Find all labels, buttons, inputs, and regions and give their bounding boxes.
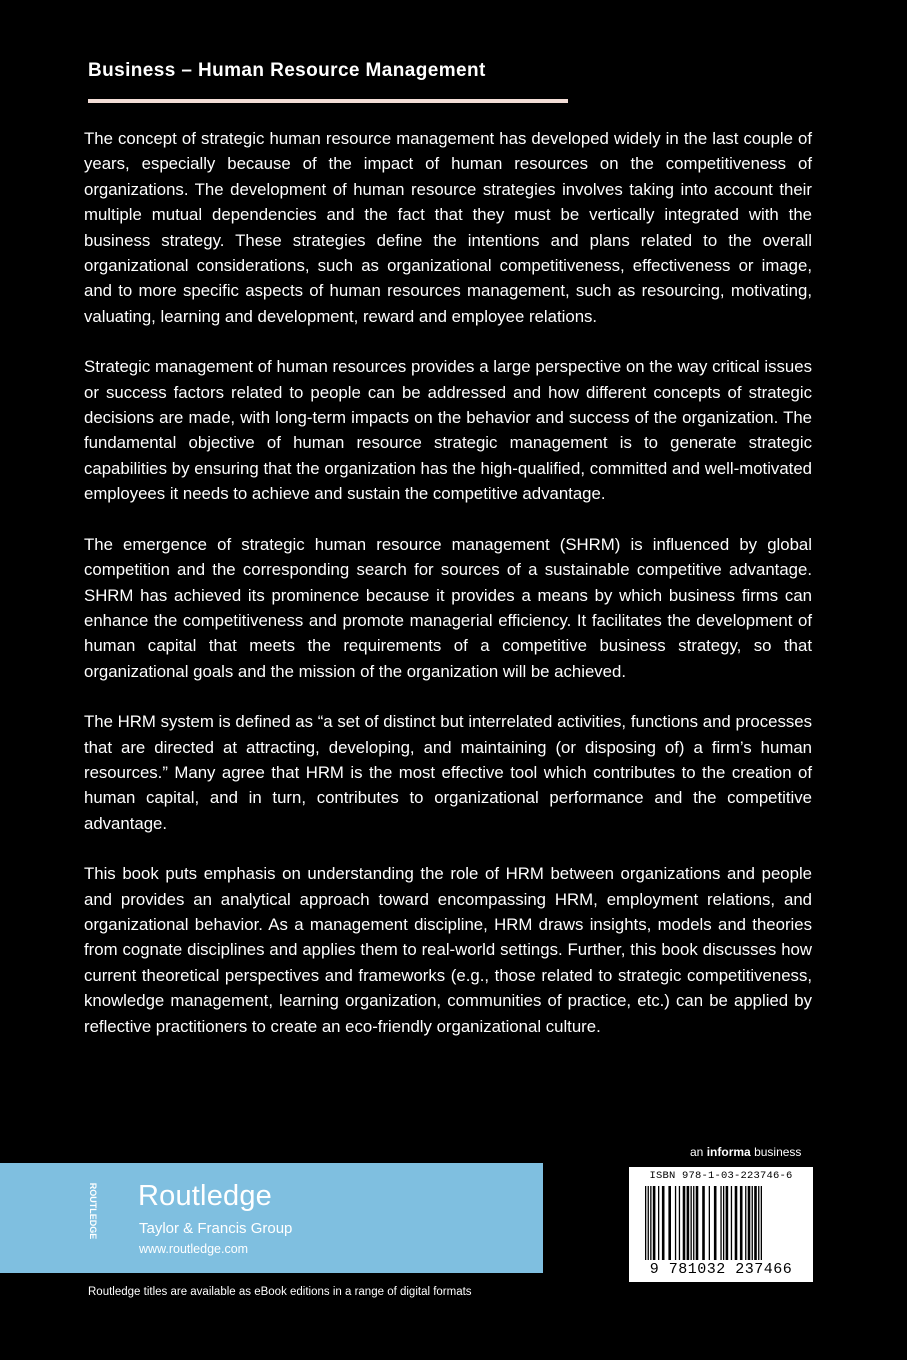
blurb-paragraph: The concept of strategic human resource management has developed widely in the last couple of years, especially because of the impact of human resources on the competitiveness of organizations. The development of human resource strategies involves taking into account their multiple mutual dependencies and the fact that they must be vertically integrated with the business strategy. These strategies define the intentions and plans related to the overall organizational considerations, such as organizational competitiveness, effectiveness or image, and to more specific aspects of human resources management, such as resourcing, motivating, valuating, learning and development, reward and employee relations. [84, 129, 812, 326]
blurb-paragraph: This book puts emphasis on understanding the role of HRM between organizations and people and provides an analytical approach toward encompassing HRM, employment relations, and organizational behavior. As a management discipline, HRM draws insights, models and theories from cognate disciplines and applies them to real-world settings. Further, this book discusses how current theoretical perspectives and frameworks (e.g., those related to strategic competitiveness, knowledge management, learning organization, communities of practice, etc.) can be applied by reflective practitioners to create an eco-friendly organizational culture. [84, 864, 812, 1036]
barcode-bar [693, 1186, 694, 1260]
barcode-bar [648, 1186, 649, 1260]
barcode-bar [740, 1186, 743, 1260]
blurb-paragraph: Strategic management of human resources provides a large perspective on the way critical issues or success factors related to people can be addressed and how different concepts of strategic decisions are made, with long-term impacts on the behavior and success of the organization. The fundamental objective of human resource strategic management is to generate strategic capabilities by ensuring that the organization has the high-qualified, committed and well-motivated employees it needs to achieve and sustain the competitive advantage. [84, 357, 812, 504]
publisher-group: Taylor & Francis Group [139, 1220, 293, 1237]
publisher-url: www.routledge.com [139, 1242, 249, 1256]
barcode-bar [754, 1186, 757, 1260]
barcode-bar [668, 1186, 671, 1260]
routledge-logo-text: ROUTLEDGE [88, 1182, 98, 1240]
blurb-paragraph: The HRM system is defined as “a set of distinct but interrelated activities, functions and processes that are directed at attracting, developing, and maintaining (or disposing of) a firm’s human resources.” Many agree that HRM is the most effective tool which contributes to the creation of human capital, and in turn, contributes to organizational performance and the competitive advantage. [84, 712, 812, 833]
barcode-bar [745, 1186, 746, 1260]
barcode-bar [758, 1186, 759, 1260]
informa-prefix: an [690, 1145, 704, 1159]
barcode-bar [702, 1186, 705, 1260]
informa-brand: informa [706, 1145, 751, 1159]
barcode-bar [709, 1186, 710, 1260]
barcode-bar [735, 1186, 738, 1260]
barcode-bar [662, 1186, 665, 1260]
barcode-bar [720, 1186, 721, 1260]
barcode-bar [691, 1186, 692, 1260]
barcode-bar [748, 1186, 751, 1260]
barcode-bar [683, 1186, 686, 1260]
routledge-logo-icon [78, 1176, 102, 1246]
barcode-bar [653, 1186, 656, 1260]
barcode-bar [687, 1186, 690, 1260]
informa-suffix: business [754, 1145, 802, 1159]
barcode-bars [643, 1186, 799, 1260]
barcode-bar [696, 1186, 699, 1260]
barcode-bar [714, 1186, 717, 1260]
isbn-barcode [629, 1167, 813, 1282]
barcode-bar [752, 1186, 753, 1260]
barcode-bar [679, 1186, 680, 1260]
isbn-label: ISBN 978-1-03-223746-6 [649, 1170, 793, 1182]
barcode-bar [723, 1186, 724, 1260]
barcode-bar [731, 1186, 732, 1260]
barcode-bar [675, 1186, 676, 1260]
back-cover-blurb [84, 126, 812, 1064]
isbn-digits: 9 781032 237466 [649, 1261, 793, 1278]
informa-tagline [690, 1145, 801, 1159]
ebook-note: Routledge titles are available as eBook editions in a range of digital formats [88, 1286, 472, 1298]
barcode-bar [645, 1186, 646, 1260]
publisher-name: Routledge [138, 1180, 273, 1212]
barcode-bar [761, 1186, 762, 1260]
category-heading: Business – Human Resource Management [88, 60, 486, 81]
heading-rule [88, 99, 568, 103]
blurb-paragraph: The emergence of strategic human resource management (SHRM) is influenced by global competition and the corresponding search for sources of a sustainable competitive advantage. SHRM has achieved its prominence because it provides a means by which business firms can enhance the competitiveness and promote managerial efficiency. It facilitates the development of human capital that meets the requirements of a competitive business strategy, so that organizational goals and the mission of the organization will be achieved. [84, 534, 812, 681]
barcode-bar [650, 1186, 651, 1260]
barcode-bar [658, 1186, 659, 1260]
barcode-bar [726, 1186, 729, 1260]
